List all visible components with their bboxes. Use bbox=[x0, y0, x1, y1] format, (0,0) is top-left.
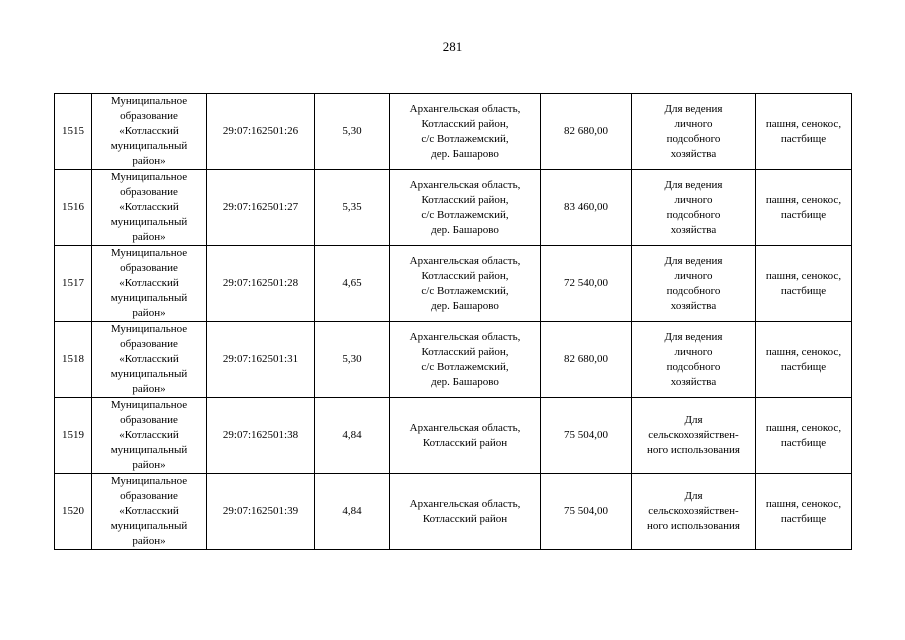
value-cell: 82 680,00 bbox=[541, 322, 632, 398]
owner-cell: Муниципальное образование «Котласский муниципальный район» bbox=[92, 94, 207, 170]
address-cell: Архангельская область, Котласский район, с/с Вотлажемский, дер. Башарово bbox=[390, 322, 541, 398]
land-use-cell: пашня, сенокос, пастбище bbox=[756, 246, 852, 322]
land-use-cell: пашня, сенокос, пастбище bbox=[756, 474, 852, 550]
area-cell: 4,84 bbox=[315, 474, 390, 550]
page-number: 281 bbox=[442, 39, 463, 54]
value-cell: 75 504,00 bbox=[541, 398, 632, 474]
cadastral-number-cell: 29:07:162501:27 bbox=[207, 170, 315, 246]
address-cell: Архангельская область, Котласский район, с/с Вотлажемский, дер. Башарово bbox=[390, 170, 541, 246]
cadastral-number-cell: 29:07:162501:28 bbox=[207, 246, 315, 322]
cadastral-number-cell: 29:07:162501:26 bbox=[207, 94, 315, 170]
value-cell: 72 540,00 bbox=[541, 246, 632, 322]
land-use-cell: пашня, сенокос, пастбище bbox=[756, 322, 852, 398]
table-row bbox=[55, 246, 852, 322]
purpose-cell: Для ведения личного подсобного хозяйства bbox=[632, 94, 756, 170]
purpose-cell: Для ведения личного подсобного хозяйства bbox=[632, 322, 756, 398]
value-cell: 82 680,00 bbox=[541, 94, 632, 170]
row-number-cell: 1519 bbox=[55, 398, 92, 474]
row-number-cell: 1518 bbox=[55, 322, 92, 398]
row-number-cell: 1517 bbox=[55, 246, 92, 322]
address-cell: Архангельская область, Котласский район, с/с Вотлажемский, дер. Башарово bbox=[390, 94, 541, 170]
owner-cell: Муниципальное образование «Котласский муниципальный район» bbox=[92, 398, 207, 474]
row-number-cell: 1516 bbox=[55, 170, 92, 246]
purpose-cell: Для сельскохозяйствен- ного использования bbox=[632, 474, 756, 550]
owner-cell: Муниципальное образование «Котласский муниципальный район» bbox=[92, 322, 207, 398]
cadastral-number-cell: 29:07:162501:39 bbox=[207, 474, 315, 550]
land-use-cell: пашня, сенокос, пастбище bbox=[756, 398, 852, 474]
purpose-cell: Для сельскохозяйствен- ного использования bbox=[632, 398, 756, 474]
owner-cell: Муниципальное образование «Котласский муниципальный район» bbox=[92, 246, 207, 322]
address-cell: Архангельская область, Котласский район, с/с Вотлажемский, дер. Башарово bbox=[390, 246, 541, 322]
table-row bbox=[55, 94, 852, 170]
land-use-cell: пашня, сенокос, пастбище bbox=[756, 170, 852, 246]
area-cell: 5,35 bbox=[315, 170, 390, 246]
cadastral-number-cell: 29:07:162501:38 bbox=[207, 398, 315, 474]
purpose-cell: Для ведения личного подсобного хозяйства bbox=[632, 170, 756, 246]
cadastral-number-cell: 29:07:162501:31 bbox=[207, 322, 315, 398]
area-cell: 5,30 bbox=[315, 94, 390, 170]
value-cell: 83 460,00 bbox=[541, 170, 632, 246]
owner-cell: Муниципальное образование «Котласский муниципальный район» bbox=[92, 474, 207, 550]
area-cell: 4,65 bbox=[315, 246, 390, 322]
table-row bbox=[55, 170, 852, 246]
area-cell: 4,84 bbox=[315, 398, 390, 474]
table-row bbox=[55, 322, 852, 398]
row-number-cell: 1515 bbox=[55, 94, 92, 170]
purpose-cell: Для ведения личного подсобного хозяйства bbox=[632, 246, 756, 322]
address-cell: Архангельская область, Котласский район bbox=[390, 398, 541, 474]
row-number-cell: 1520 bbox=[55, 474, 92, 550]
value-cell: 75 504,00 bbox=[541, 474, 632, 550]
address-cell: Архангельская область, Котласский район bbox=[390, 474, 541, 550]
table-row bbox=[55, 474, 852, 550]
land-registry-table bbox=[54, 93, 852, 550]
owner-cell: Муниципальное образование «Котласский муниципальный район» bbox=[92, 170, 207, 246]
land-use-cell: пашня, сенокос, пастбище bbox=[756, 94, 852, 170]
area-cell: 5,30 bbox=[315, 322, 390, 398]
table-row bbox=[55, 398, 852, 474]
